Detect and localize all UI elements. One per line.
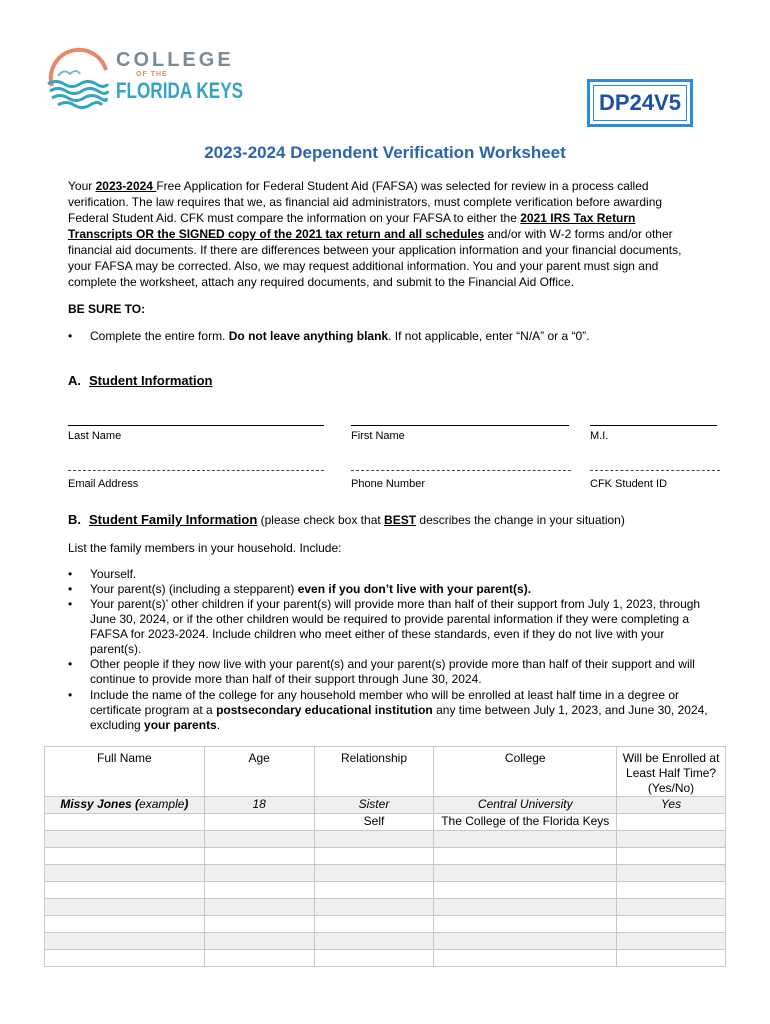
family-list-intro: List the family members in your household. Include: (68, 541, 342, 555)
table-cell[interactable] (434, 848, 617, 865)
table-cell[interactable] (45, 865, 205, 882)
college-logo (44, 46, 244, 112)
table-cell[interactable] (45, 916, 205, 933)
first-name-label: First Name (351, 430, 405, 442)
example-paren-close: ) (184, 797, 189, 811)
table-cell[interactable] (314, 916, 434, 933)
table-cell[interactable] (204, 848, 314, 865)
intro-tax-docs: 2021 IRS Tax Return Transcripts OR the SIGNED copy of the 2021 tax return and all schedules (68, 211, 636, 241)
self-enrolled-cell[interactable] (617, 814, 726, 831)
table-cell[interactable] (314, 933, 434, 950)
example-age: 18 (204, 797, 314, 814)
cfk-id-label: CFK Student ID (590, 478, 668, 490)
phone-label: Phone Number (351, 478, 425, 490)
phone-field[interactable] (351, 470, 571, 471)
section-b-text-2: describes the change in your situation) (416, 513, 625, 527)
example-college: Central University (434, 797, 617, 814)
bullet-icon: • (68, 582, 73, 596)
header-enrolled: Will be Enrolled at Least Half Time? (Yes/No) (617, 747, 726, 797)
section-b-text-1: (please check box that (257, 513, 385, 527)
last-name-field[interactable] (68, 425, 324, 426)
table-cell[interactable] (434, 950, 617, 967)
logo-college-text: COLLEGE (116, 49, 234, 71)
intro-text-3: and/or with W-2 forms and/or other financial aid documents. If there are differences between your application information and your financial documents, your FAFSA may be corrected. Also, we may request additional information. You and your parent must sign and complete the worksheet, attach any required documents, and submit to the Financial Aid Office. (68, 227, 682, 289)
table-row (45, 848, 726, 865)
header-college: College (434, 747, 617, 797)
table-row (45, 933, 726, 950)
table-cell[interactable] (45, 933, 205, 950)
table-row (45, 899, 726, 916)
table-cell[interactable] (617, 950, 726, 967)
bullet-icon: • (68, 567, 73, 581)
section-b-best: BEST (384, 513, 417, 527)
table-cell[interactable] (617, 899, 726, 916)
bullet-icon: • (68, 657, 73, 671)
self-age-cell[interactable] (204, 814, 314, 831)
logo-florida-keys-text: FLORIDA KEYS (116, 78, 244, 103)
self-relationship: Self (314, 814, 434, 831)
table-cell[interactable] (45, 882, 205, 899)
table-cell[interactable] (617, 865, 726, 882)
table-cell[interactable] (314, 882, 434, 899)
family-bullet-3-text: Your parent(s)’ other children if your parent(s) will provide more than half of their support from July 1, 2023, through June 30, 2024, or if the other children would be required to provide parental information if they were completing a FAFSA for 2023-2024. Include children who meet either of these standards, even if they do not live with your parent(s). (90, 597, 701, 656)
family-bullet-5-text-3: . (216, 718, 221, 732)
table-cell[interactable] (314, 865, 434, 882)
example-enrolled: Yes (617, 797, 726, 814)
logo-of-the-text: OF THE (136, 71, 168, 78)
first-name-field[interactable] (351, 425, 569, 426)
family-bullet-5-text-1: Include the name of the college for any household member who will be enrolled at least half time in a degree or certificate program at a (90, 688, 680, 717)
table-cell[interactable] (204, 882, 314, 899)
table-row (45, 831, 726, 848)
bullet-icon: • (68, 688, 73, 702)
table-row (45, 916, 726, 933)
example-relationship: Sister (314, 797, 434, 814)
be-sure-text-2: . If not applicable, enter “N/A” or a “0”. (388, 329, 590, 343)
table-row (45, 950, 726, 967)
table-row (45, 882, 726, 899)
section-b-label: B. (68, 512, 81, 527)
family-bullet-2-text: Your parent(s) (including a stepparent) (90, 582, 298, 596)
table-cell[interactable] (617, 831, 726, 848)
table-cell[interactable] (617, 916, 726, 933)
table-cell[interactable] (45, 848, 205, 865)
table-cell[interactable] (204, 899, 314, 916)
bullet-icon: • (68, 329, 73, 343)
intro-year: 2023-2024 (95, 179, 157, 193)
example-name-cell (45, 797, 205, 814)
family-bullet-1-text: Yourself. (90, 567, 137, 581)
cfk-id-field[interactable] (590, 470, 720, 471)
family-table (44, 746, 726, 967)
logo-wave-icon (44, 46, 114, 112)
example-paren-open: ( (131, 797, 140, 811)
table-cell[interactable] (434, 899, 617, 916)
be-sure-text-bold: Do not leave anything blank (228, 329, 389, 343)
example-name: Missy Jones (60, 797, 132, 811)
header-age: Age (204, 747, 314, 797)
table-cell[interactable] (617, 933, 726, 950)
example-note: example (139, 797, 185, 811)
table-row-self (45, 814, 726, 831)
table-cell[interactable] (314, 848, 434, 865)
self-name-cell[interactable] (45, 814, 205, 831)
self-college: The College of the Florida Keys (434, 814, 617, 831)
intro-text-1: Your (68, 179, 96, 193)
table-cell[interactable] (204, 933, 314, 950)
table-cell[interactable] (204, 831, 314, 848)
table-cell[interactable] (314, 831, 434, 848)
table-row-example (45, 797, 726, 814)
table-cell[interactable] (617, 882, 726, 899)
table-cell[interactable] (434, 831, 617, 848)
family-bullet-5-bold-2: your parents (144, 718, 217, 732)
be-sure-heading: BE SURE TO: (68, 302, 146, 316)
email-label: Email Address (68, 478, 139, 490)
family-bullet-5-bold-1: postsecondary educational institution (216, 703, 433, 717)
table-cell[interactable] (204, 916, 314, 933)
section-a-heading (68, 373, 213, 388)
mi-label: M.I. (590, 430, 609, 442)
form-code: DP24V5 (593, 85, 687, 121)
form-code-box (587, 79, 693, 127)
intro-text-2: Free Application for Federal Student Aid (FAFSA) was selected for review in a process called verification. The law requires that we, as financial aid administrators, must complete verification before awarding Federal Student Aid. CFK must compare the information on your FAFSA to either the (68, 179, 663, 225)
family-bullet-2-bold: even if you don’t live with your parent(s). (297, 582, 532, 596)
table-cell[interactable] (434, 865, 617, 882)
table-cell[interactable] (204, 950, 314, 967)
email-field[interactable] (68, 470, 324, 471)
table-cell[interactable] (45, 831, 205, 848)
section-a-label: A. (68, 373, 81, 388)
last-name-label: Last Name (68, 430, 122, 442)
bullet-icon: • (68, 597, 73, 611)
page-title: 2023-2024 Dependent Verification Worksheet (204, 143, 566, 162)
header-relationship: Relationship (314, 747, 434, 797)
table-cell[interactable] (434, 916, 617, 933)
section-b-title: Student Family Information (89, 512, 258, 527)
mi-field[interactable] (590, 425, 717, 426)
table-header-row (45, 747, 726, 797)
table-cell[interactable] (434, 933, 617, 950)
family-bullet-5-text-2: any time between July 1, 2023, and June 30, 2024, excluding (90, 703, 708, 732)
be-sure-text-1: Complete the entire form. (90, 329, 229, 343)
table-cell[interactable] (434, 882, 617, 899)
section-b-heading (68, 512, 625, 527)
family-bullet-4-text: Other people if they now live with your parent(s) and your parent(s) provide more than half of their support and will continue to provide more than half of their support through June 30, 2024. (90, 657, 695, 686)
table-cell[interactable] (45, 950, 205, 967)
intro-paragraph (68, 178, 700, 290)
table-row (45, 865, 726, 882)
table-cell[interactable] (45, 899, 205, 916)
table-cell[interactable] (314, 950, 434, 967)
table-cell[interactable] (204, 865, 314, 882)
section-a-title: Student Information (89, 373, 213, 388)
header-full-name: Full Name (45, 747, 205, 797)
table-cell[interactable] (314, 899, 434, 916)
table-cell[interactable] (617, 848, 726, 865)
